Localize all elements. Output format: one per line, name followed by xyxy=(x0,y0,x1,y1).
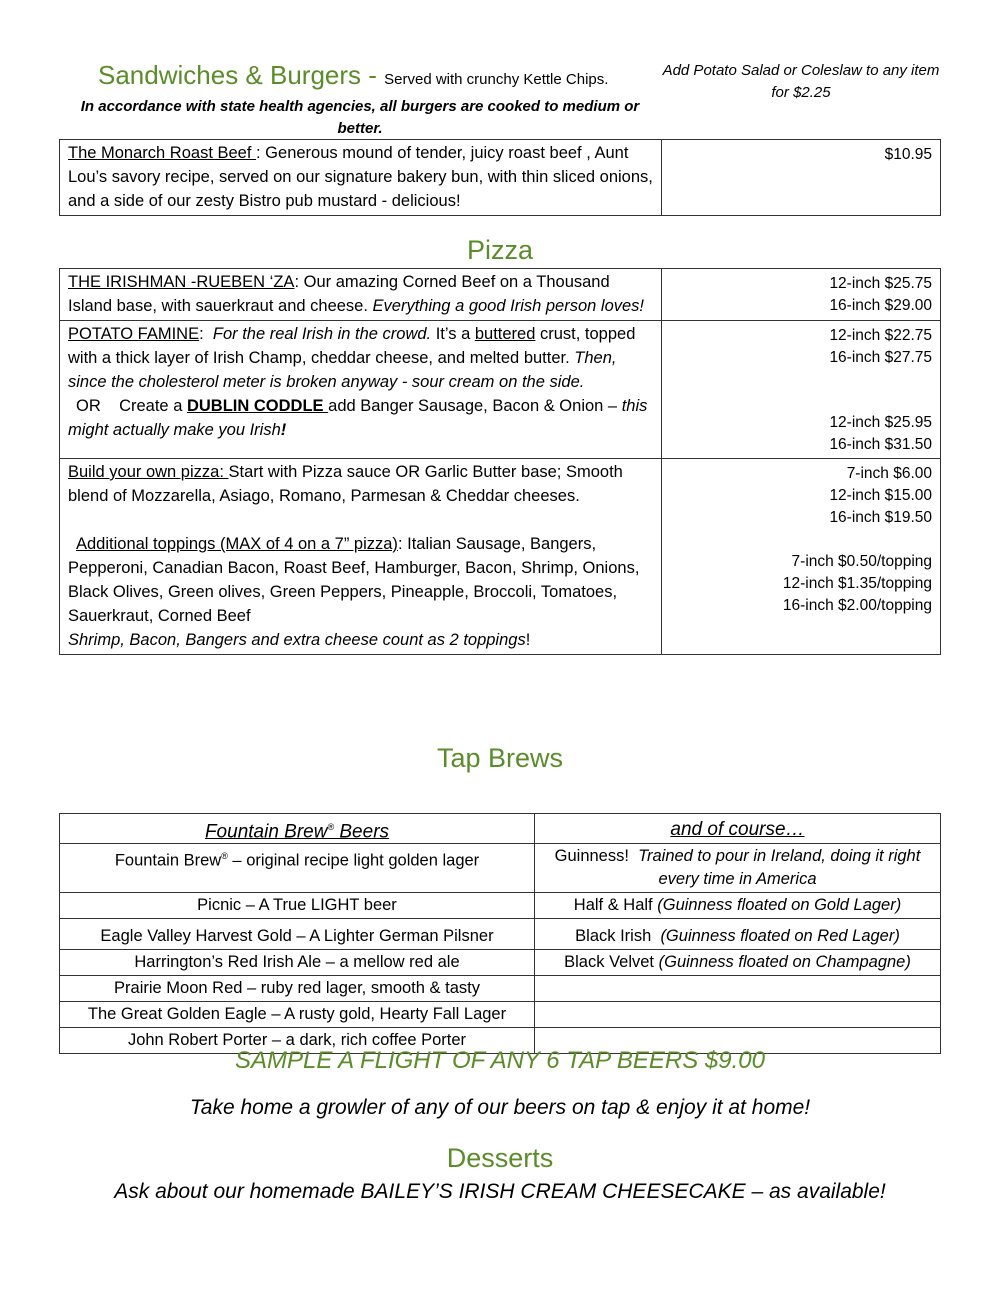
flight-offer: SAMPLE A FLIGHT OF ANY 6 TAP BEERS $9.00 xyxy=(235,1047,765,1074)
item-name: POTATO FAMINE xyxy=(68,325,200,343)
menu-row-potato-famine: POTATO FAMINE: For the real Irish in the crowd. It’s a buttered crust, topped with a thick layer of Irish Champ, cheddar cheese, and melted butter. Then, since the cholesterol meter is broken anyway - sour cream on the side. OR Create a DUBLIN CODDLE add Banger Sausage, Bacon & Onion – this might actually make you Irish! 12-inch $22.75 16-inch $27.75 12-inch $25.95 16-inch $31.50 xyxy=(60,321,941,459)
table-row: The Great Golden Eagle – A rusty gold, Hearty Fall Lager xyxy=(60,1002,941,1028)
item-price: $10.95 xyxy=(662,140,941,216)
item-name: THE IRISHMAN -RUEBEN ‘ZA xyxy=(68,273,295,291)
menu-row-build-your-own: Build your own pizza: Start with Pizza sauce OR Garlic Butter base; Smooth blend of Mozzarella, Asiago, Romano, Parmesan & Cheddar cheeses. Additional toppings (MAX of 4 on a 7” pizza): Italian Sausage, Bangers, Pepperoni, Canadian Bacon, Roast Beef, Hamburger, Bacon, Shrimp, Onions, Black Olives, Green olives, Green Peppers, Pineapple, Broccoli, Tomatoes, Sauerkraut, Corned Beef Shrimp, Bacon, Bangers and extra cheese count as 2 toppings! 7-inch $6.00 12-inch $15.00 16-inch $19.50 7-inch $0.50/topping 12-inch $1.35/topping 16-inch $2.00/topping xyxy=(60,459,941,655)
addon-note: Add Potato Salad or Coleslaw to any item for $2.25 xyxy=(662,62,940,101)
table-row: Eagle Valley Harvest Gold – A Lighter German Pilsner Black Irish (Guinness floated on Red Lager) xyxy=(60,919,941,950)
tap-brews-title: Tap Brews xyxy=(436,743,564,773)
double-topping-note: Shrimp, Bacon, Bangers and extra cheese count as 2 toppings xyxy=(68,631,526,649)
toppings-label: Additional toppings (MAX of 4 on a 7” pizza) xyxy=(76,535,398,553)
desserts-title: Desserts xyxy=(446,1143,554,1173)
health-note: In accordance with state health agencies, all burgers are cooked to medium or better. xyxy=(80,98,640,137)
tap-brews-table xyxy=(59,813,941,1054)
dessert-note: Ask about our homemade BAILEY’S IRISH CREAM CHEESECAKE – as available! xyxy=(114,1180,886,1203)
sandwiches-subtitle: Served with crunchy Kettle Chips. xyxy=(384,71,609,88)
sandwiches-title: Sandwiches & Burgers - Served with crunchy Kettle Chips. xyxy=(98,60,609,90)
column-header-fountain: Fountain Brew® Beers xyxy=(60,814,535,844)
item-name: Build your own pizza: xyxy=(68,463,229,481)
table-row: Picnic – A True LIGHT beer Half & Half (Guinness floated on Gold Lager) xyxy=(60,893,941,919)
item-description: : Generous mound of tender, juicy roast beef , Aunt Lou’s savory recipe, served on our signature bakery bun, with thin sliced onions, and a side of our zesty Bistro pub mustard - delicious! xyxy=(68,144,653,210)
pizza-table xyxy=(59,268,941,655)
dublin-coddle-name: DUBLIN CODDLE xyxy=(186,397,329,415)
item-prices: 7-inch $6.00 12-inch $15.00 16-inch $19.50 7-inch $0.50/topping 12-inch $1.35/topping 16-inch $2.00/topping xyxy=(662,459,941,655)
item-name: The Monarch Roast Beef xyxy=(68,144,257,162)
item-prices: 12-inch $22.75 16-inch $27.75 12-inch $25.95 16-inch $31.50 xyxy=(662,321,941,459)
growler-note: Take home a growler of any of our beers on tap & enjoy it at home! xyxy=(189,1096,811,1119)
table-row: Prairie Moon Red – ruby red lager, smooth & tasty xyxy=(60,976,941,1002)
table-row: Harrington’s Red Irish Ale – a mellow red ale Black Velvet (Guinness floated on Champagne) xyxy=(60,950,941,976)
table-row: Fountain Brew® – original recipe light golden lager Guinness! Trained to pour in Ireland, doing it right every time in America xyxy=(60,844,941,893)
table-row: John Robert Porter – a dark, rich coffee Porter xyxy=(60,1028,941,1054)
pizza-title: Pizza xyxy=(466,235,534,265)
menu-row-roast-beef xyxy=(60,140,941,216)
column-header-guinness: and of course… xyxy=(535,814,941,844)
item-prices: 12-inch $25.75 16-inch $29.00 xyxy=(662,269,941,321)
table-header-row xyxy=(60,814,941,844)
sandwiches-table xyxy=(59,139,941,216)
menu-row-irishman: THE IRISHMAN -RUEBEN ‘ZA: Our amazing Corned Beef on a Thousand Island base, with sauerkraut and cheese. Everything a good Irish person loves! 12-inch $25.75 16-inch $29.00 xyxy=(60,269,941,321)
